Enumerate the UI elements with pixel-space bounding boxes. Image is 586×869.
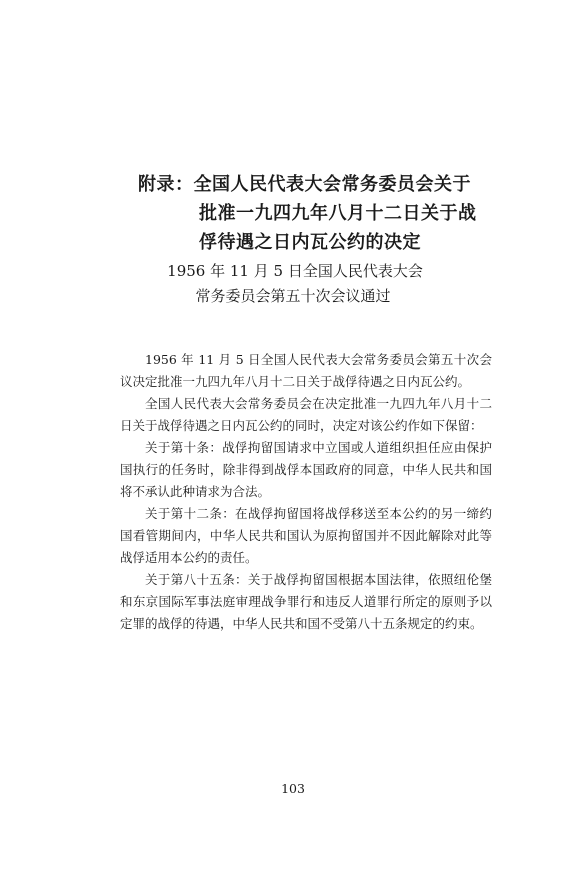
paragraph-4: 关于第十二条：在战俘拘留国将战俘移送至本公约的另一缔约国看管期间内，中华人民共和国认为原拘留国并不因此解除对此等战俘适用本公约的责任。 bbox=[120, 506, 492, 565]
paragraph-1: 1956 年 11 月 5 日全国人民代表大会常务委员会第五十次会议决定批准一九四九年八月十二日关于战俘待遇之日内瓦公约。 bbox=[120, 352, 492, 389]
title-line-2: 批准一九四九年八月十二日关于战 bbox=[199, 203, 477, 224]
title-line-3: 俘待遇之日内瓦公约的决定 bbox=[199, 232, 421, 253]
title-line-1: 附录：全国人民代表大会常务委员会关于 bbox=[138, 174, 471, 195]
body-text bbox=[120, 349, 492, 635]
page-number: 103 bbox=[281, 781, 305, 796]
paragraph-2: 全国人民代表大会常务委员会在决定批准一九四九年八月十二日关于战俘待遇之日内瓦公约的同时，决定对该公约作如下保留： bbox=[120, 396, 492, 433]
paragraph-3: 关于第十条：战俘拘留国请求中立国或人道组织担任应由保护国执行的任务时，除非得到战俘本国政府的同意，中华人民共和国将不承认此种请求为合法。 bbox=[120, 440, 492, 499]
subtitle-line-2: 常务委员会第五十次会议通过 bbox=[195, 287, 391, 305]
paragraph-5: 关于第八十五条：关于战俘拘留国根据本国法律，依照纽伦堡和东京国际军事法庭审理战争罪行和违反人道罪行所定的原则予以定罪的战俘的待遇，中华人民共和国不受第八十五条规定的约束。 bbox=[120, 572, 492, 631]
subtitle-line-1: 1956 年 11 月 5 日全国人民代表大会 bbox=[167, 262, 423, 280]
